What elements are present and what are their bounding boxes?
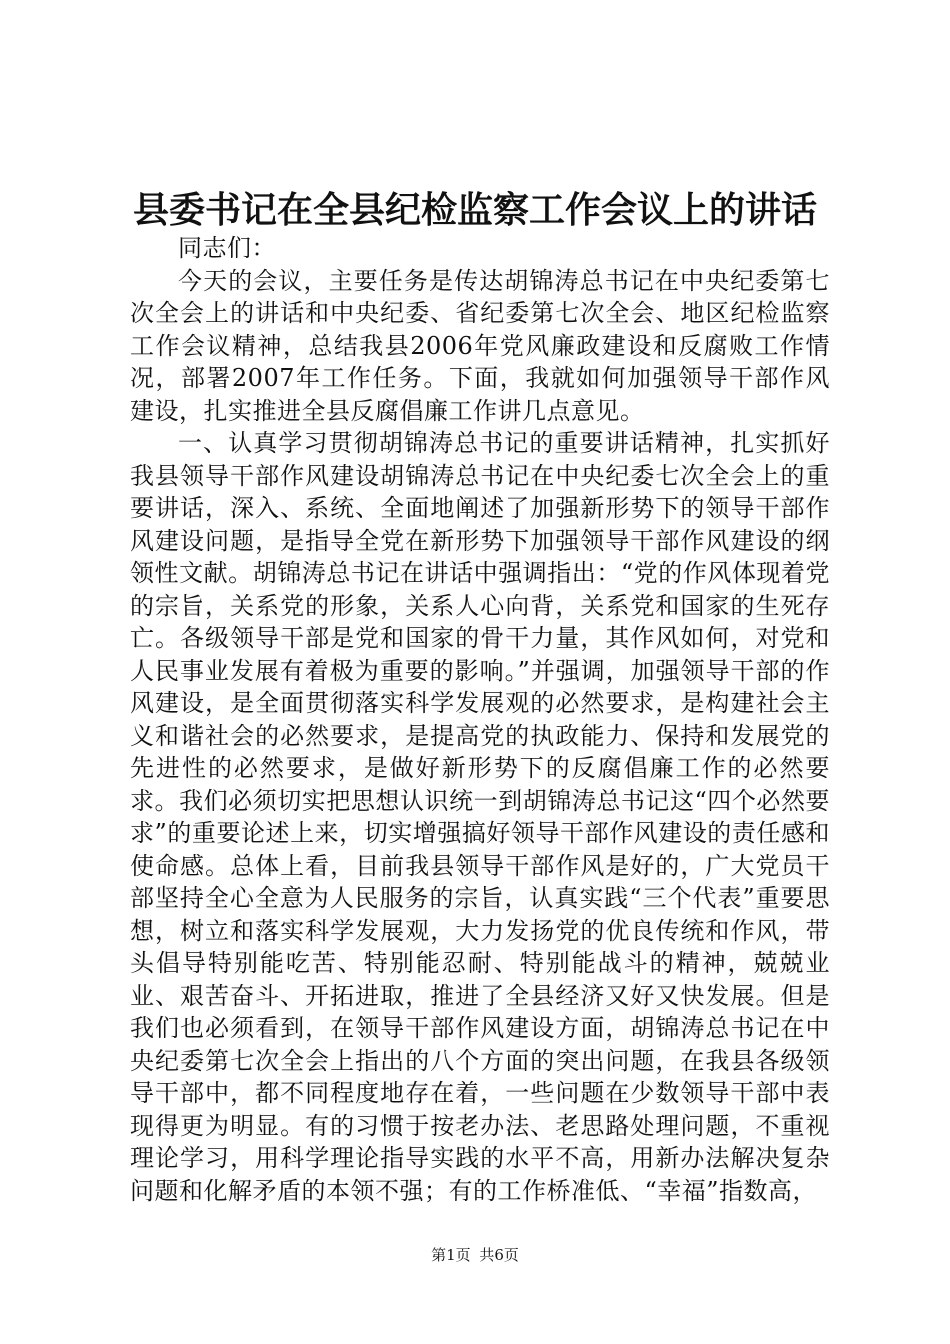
section-one-paragraph: 一、认真学习贯彻胡锦涛总书记的重要讲话精神，扎实抓好我县领导干部作风建设胡锦涛总书记在中央纪委七次全会上的重要讲话，深入、系统、全面地阐述了加强新形势下的领导干部作风建设问题，是指导全党在新形势下加强领导干部作风建设的纲领性文献。胡锦涛总书记在讲话中强调指出：“党的作风体现着党的宗旨，关系党的形象，关系人心向背，关系党和国家的生死存亡。各级领导干部是党和国家的骨干力量，其作风如何，对党和人民事业发展有着极为重要的影响。”并强调，加强领导干部的作风建设，是全面贯彻落实科学发展观的必然要求，是构建社会主义和谐社会的必然要求，是提高党的执政能力、保持和发展党的先进性的必然要求，是做好新形势下的反腐倡廉工作的必然要求。我们必须切实把思想认识统一到胡锦涛总书记这“四个必然要求”的重要论述上来，切实增强搞好领导干部作风建设的责任感和使命感。总体上看，目前我县领导干部作风是好的，广大党员干部坚持全心全意为人民服务的宗旨，认真实践“三个代表”重要思想，树立和落实科学发展观，大力发扬党的优良传统和作风，带头倡导特别能吃苦、特别能忍耐、特别能战斗的精神，兢兢业业、艰苦奋斗、开拓进取，推进了全县经济又好又快发展。但是我们也必须看到，在领导干部作风建设方面，胡锦涛总书记在中央纪委第七次全会上指出的八个方面的突出问题，在我县各级领导干部中，都不同程度地存在着，一些问题在少数领导干部中表现得更为明显。有的习惯于按老办法、老思路处理问题，不重视理论学习，用科学理论指导实践的水平不高，用新办法解决复杂问题和化解矛盾的本领不强；有的工作桥准低、“幸福”指数高，	[130, 429, 830, 1205]
salutation-paragraph: 同志们：	[178, 234, 276, 262]
document-title: 县委书记在全县纪检监察工作会议上的讲话	[132, 189, 817, 231]
page-footer	[0, 1245, 950, 1265]
page-total: 共6页	[479, 1246, 519, 1264]
intro-paragraph: 今天的会议，主要任务是传达胡锦涛总书记在中央纪委第七次全会上的讲话和中央纪委、省纪委第七次全会、地区纪检监察工作会议精神，总结我县2006年党风廉政建设和反腐败工作情况，部署2007年工作任务。下面，我就如何加强领导干部作风建设，扎实推进全县反腐倡廉工作讲几点意见。	[130, 266, 830, 425]
document-body	[130, 232, 830, 1207]
page-number: 第1页	[431, 1246, 471, 1264]
